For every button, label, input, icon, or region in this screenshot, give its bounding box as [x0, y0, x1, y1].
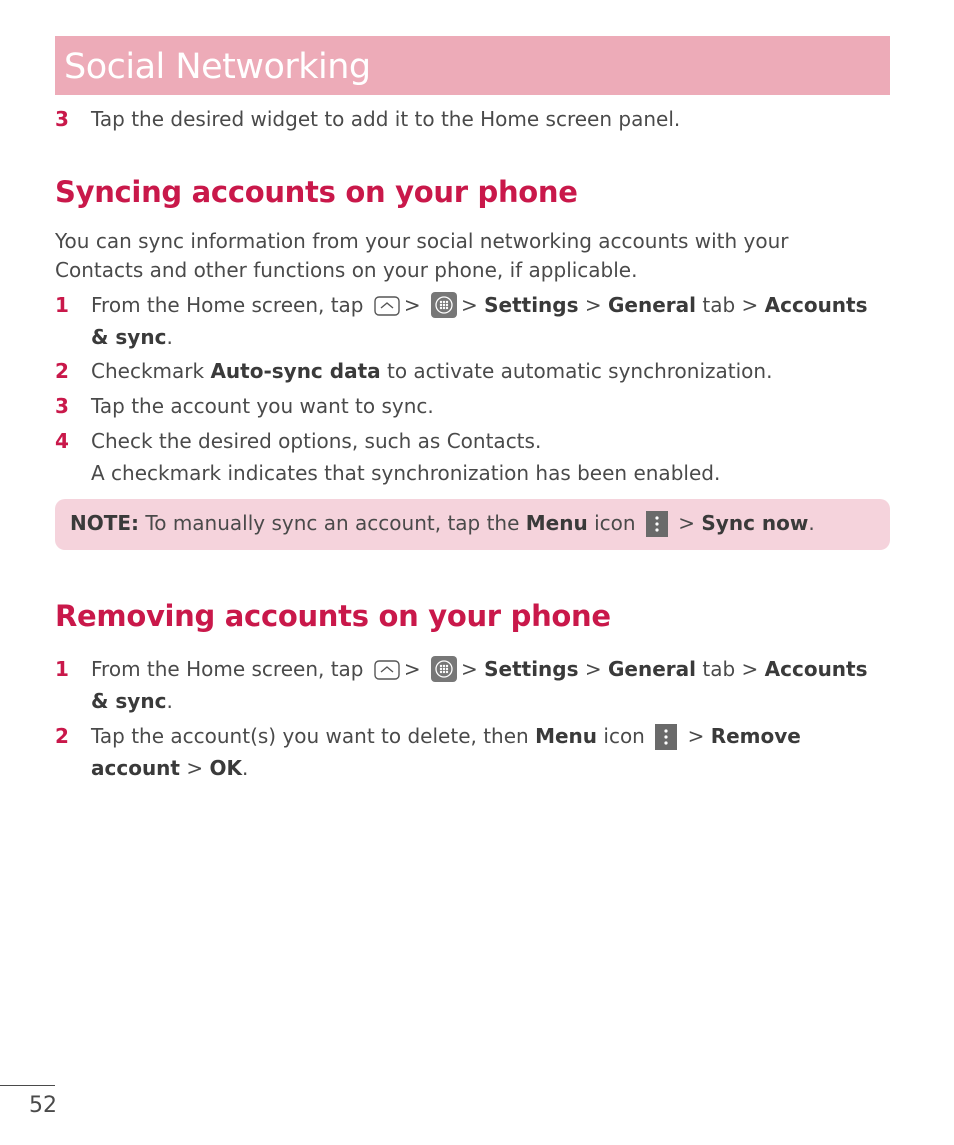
step-text-suffix: to activate automatic synchronization. [386, 359, 773, 383]
period: . [166, 325, 173, 349]
period: . [166, 689, 173, 713]
note-text [70, 508, 815, 538]
step-number: 1 [55, 657, 69, 681]
list-item [55, 355, 875, 387]
separator: > [584, 657, 602, 681]
step-text: Tap the desired widget to add it to the Home screen panel. [91, 107, 681, 131]
step-text-prefix: From the Home screen, tap [91, 293, 364, 317]
step-number: 1 [55, 293, 69, 317]
ok-label: OK [209, 756, 242, 780]
apps-icon [431, 292, 457, 318]
sync-intro [55, 227, 875, 285]
section-heading-sync: Syncing accounts on your phone [55, 175, 578, 209]
period: . [808, 511, 815, 535]
tab-word: tab > [702, 657, 759, 681]
remove-label: Remove [710, 724, 801, 748]
home-key-icon [374, 293, 400, 313]
sync-label: & sync [91, 325, 167, 349]
step-number: 3 [55, 107, 69, 131]
account-label: account [91, 756, 180, 780]
menu-label: Menu [535, 724, 598, 748]
separator: > [678, 511, 696, 535]
separator: > [403, 293, 421, 317]
auto-sync-label: Auto-sync data [210, 359, 381, 383]
footer-divider [0, 1085, 55, 1086]
period: . [241, 756, 249, 780]
list-item [55, 103, 875, 135]
list-item [55, 390, 875, 422]
separator: > [186, 756, 204, 780]
sync-intro-line2: Contacts and other functions on your phone, if applicable. [55, 258, 638, 282]
menu-icon [655, 724, 677, 750]
separator: > [403, 657, 421, 681]
general-label: General [608, 657, 696, 681]
separator: > [460, 293, 478, 317]
section-heading-remove: Removing accounts on your phone [55, 599, 611, 633]
step-text: Tap the account you want to sync. [91, 394, 434, 418]
tab-word: tab > [702, 293, 759, 317]
step-number: 2 [55, 359, 69, 383]
separator: > [687, 724, 705, 748]
step-text-line2: A checkmark indicates that synchronization has been enabled. [91, 461, 721, 485]
separator: > [584, 293, 602, 317]
general-label: General [608, 293, 696, 317]
sync-now-label: Sync now [701, 511, 809, 535]
icon-word: icon [603, 724, 645, 748]
step-text [91, 289, 875, 353]
accounts-label: Accounts [764, 657, 868, 681]
step-number: 2 [55, 724, 69, 748]
step-text-prefix: From the Home screen, tap [91, 657, 364, 681]
separator: > [460, 657, 478, 681]
step-text [91, 425, 875, 489]
sync-intro-line1: You can sync information from your social networking accounts with your [55, 229, 789, 253]
list-item [55, 720, 875, 784]
settings-label: Settings [484, 293, 579, 317]
list-item [55, 653, 875, 717]
list-item [55, 289, 875, 353]
step-text-line1: Check the desired options, such as Contacts. [91, 429, 542, 453]
section-banner [55, 36, 890, 95]
settings-label: Settings [484, 657, 579, 681]
step-text [91, 355, 875, 387]
list-item [55, 425, 875, 489]
step-text [91, 653, 875, 717]
step-number: 3 [55, 394, 69, 418]
step-text [91, 720, 875, 784]
menu-icon [646, 511, 668, 537]
step-text-prefix: Tap the account(s) you want to delete, then [91, 724, 529, 748]
note-box [55, 499, 890, 550]
apps-icon [431, 656, 457, 682]
page-title: Social Networking [64, 47, 371, 87]
icon-word: icon [594, 511, 636, 535]
step-number: 4 [55, 429, 69, 453]
note-label: NOTE: [70, 511, 140, 535]
sync-label: & sync [91, 689, 167, 713]
menu-label: Menu [525, 511, 588, 535]
note-text-prefix: To manually sync an account, tap the [145, 511, 520, 535]
step-text-prefix: Checkmark [91, 359, 205, 383]
page-number: 52 [29, 1093, 57, 1118]
home-key-icon [374, 657, 400, 677]
accounts-label: Accounts [764, 293, 868, 317]
